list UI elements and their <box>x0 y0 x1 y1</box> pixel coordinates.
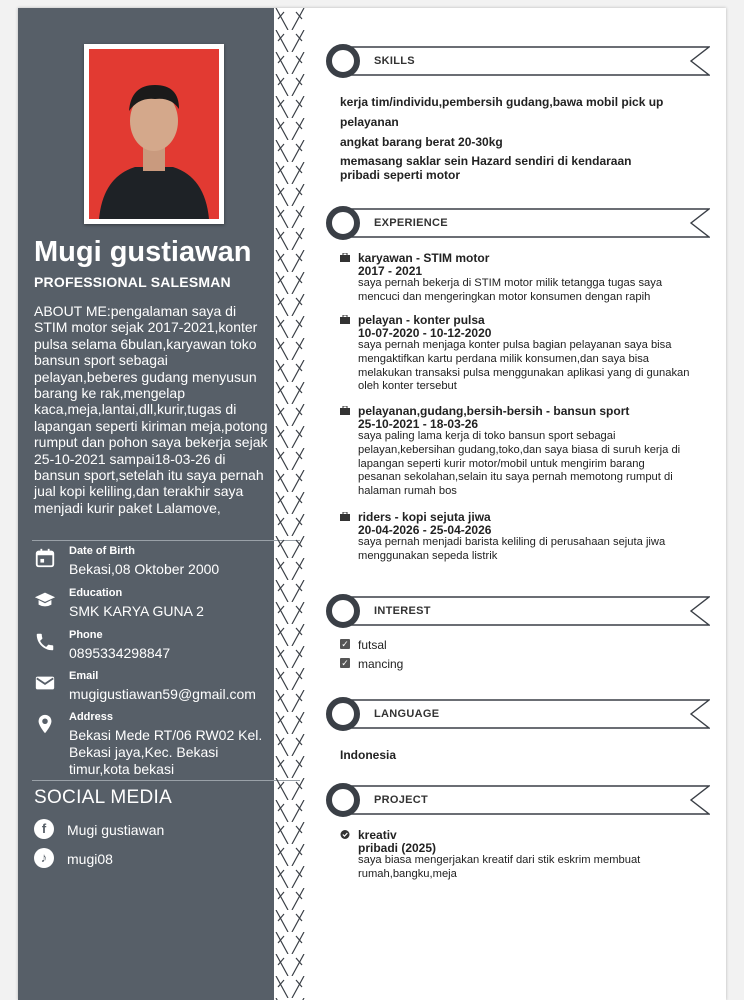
social-label: Mugi gustiawan <box>67 822 165 838</box>
info-value: SMK KARYA GUNA 2 <box>69 603 204 619</box>
social-label: mugi08 <box>67 851 113 867</box>
interest-label: mancing <box>358 657 404 671</box>
info-label: Date of Birth <box>69 545 135 557</box>
section-header-language <box>326 695 710 735</box>
experience-date: 25-10-2021 - 18-03-26 <box>358 417 479 431</box>
skill-item: memasang saklar sein Hazard sendiri di kendaraan <box>340 154 632 168</box>
project-title: kreativ <box>358 828 397 842</box>
checkbox-icon: ✓ <box>341 658 349 668</box>
section-title: SKILLS <box>374 55 415 67</box>
facebook-icon: f <box>34 819 54 839</box>
section-header-interest <box>326 592 710 632</box>
divider <box>32 540 300 541</box>
info-label: Email <box>69 670 99 682</box>
experience-desc: saya pernah menjaga konter pulsa bagian pelayanan saya bisa mengaktifkan kartu perdana milik konsumen,dan saya bisa melakukan transaksi pulsa menggunakan aplikasi yang di gunakan oleh konter tersebut <box>358 339 690 393</box>
experience-desc: saya paling lama kerja di toko bansun sport sebagai pelayan,kebersihan gudang,toko,dan saya biasa di suruh kerja di lapangan seperti kurir motor/mobil untuk mengirim barang pesanan sekolahan,selain itu saya pernah memotong rumput di halaman rumah bos <box>358 430 681 498</box>
briefcase-icon <box>340 512 350 521</box>
skills-list <box>340 94 700 182</box>
envelope-icon <box>34 672 56 694</box>
experience-date: 20-04-2026 - 25-04-2026 <box>358 523 492 537</box>
graduation-cap-icon <box>34 589 56 611</box>
section-header-project <box>326 781 710 821</box>
social-tiktok[interactable] <box>34 848 274 870</box>
info-value[interactable]: mugigustiawan59@gmail.com <box>69 686 256 702</box>
profile-name: Mugi gustiawan <box>34 236 252 268</box>
calendar-icon <box>34 547 56 569</box>
skill-item: pelayanan <box>340 115 399 129</box>
section-title: LANGUAGE <box>374 708 440 720</box>
interest-label: futsal <box>358 638 387 652</box>
skill-item: pribadi seperti motor <box>340 168 461 182</box>
decorative-pattern <box>274 8 306 1000</box>
project-subtitle: pribadi (2025) <box>358 841 437 855</box>
profile-title: PROFESSIONAL SALESMAN <box>34 274 231 290</box>
section-header-experience <box>326 204 710 244</box>
briefcase-icon <box>340 315 350 324</box>
experience-date: 2017 - 2021 <box>358 264 423 278</box>
experience-title: karyawan - STIM motor <box>358 251 490 265</box>
briefcase-icon <box>340 406 350 415</box>
section-title: PROJECT <box>374 794 429 806</box>
experience-title: pelayan - konter pulsa <box>358 313 485 327</box>
sidebar <box>18 8 274 1000</box>
briefcase-icon <box>340 253 350 262</box>
experience-desc: saya pernah bekerja di STIM motor milik tetangga tugas saya mencuci dan mengeringkan motor konsumen dengan rapih <box>358 277 663 303</box>
resume-page <box>18 8 726 1000</box>
section-header-skills <box>326 42 710 82</box>
section-title: EXPERIENCE <box>374 217 448 229</box>
check-circle-icon <box>340 830 350 839</box>
experience-title: pelayanan,gudang,bersih-bersih - bansun sport <box>358 404 630 418</box>
main-content <box>306 8 726 1000</box>
skill-item: angkat barang berat 20-30kg <box>340 135 503 149</box>
project-desc: saya biasa mengerjakan kreatif dari stik eskrim membuat rumah,bangku,meja <box>358 854 641 880</box>
location-pin-icon <box>34 713 56 735</box>
tiktok-icon: ♪ <box>34 848 54 868</box>
info-value: Bekasi,08 Oktober 2000 <box>69 561 220 577</box>
social-media-heading: SOCIAL MEDIA <box>34 787 173 808</box>
experience-date: 10-07-2020 - 10-12-2020 <box>358 326 492 340</box>
profile-photo <box>84 44 224 224</box>
language-value: Indonesia <box>340 748 397 762</box>
about-me-text: ABOUT ME:pengalaman saya di STIM motor sejak 2017-2021,konter pulsa selama 6bulan,karyawan toko bansun sport sebagai pelayan,beberes gudang menyusun barang ke rak,mengelap kaca,meja,lantai,dll,kurir,tugas di lapangan seperti kiriman meja,potong rumput dan pohon saya bekerja sejak 25-10-2021 sampai18-03-26 di bansun sport,setelah itu saya pernah jual kopi keliling,dan terakhir saya menjadi kurir paket Lalamove, <box>34 303 268 516</box>
skill-item: kerja tim/individu,pembersih gudang,bawa mobil pick up <box>340 95 664 109</box>
info-label: Education <box>69 587 123 599</box>
experience-title: riders - kopi sejuta jiwa <box>358 510 491 524</box>
experience-desc: saya pernah menjadi barista keliling di perusahaan sejuta jiwa menggunakan sepeda listrik <box>358 536 666 562</box>
info-label: Phone <box>69 629 103 641</box>
checkbox-icon: ✓ <box>341 639 349 649</box>
info-label: Address <box>69 711 114 723</box>
phone-icon <box>34 631 56 653</box>
info-value: 0895334298847 <box>69 645 171 661</box>
divider <box>32 780 300 781</box>
social-facebook[interactable] <box>34 819 274 841</box>
section-title: INTEREST <box>374 605 431 617</box>
info-value: Bekasi Mede RT/06 RW02 Kel. Bekasi jaya,Kec. Bekasi timur,kota bekasi <box>69 727 263 777</box>
